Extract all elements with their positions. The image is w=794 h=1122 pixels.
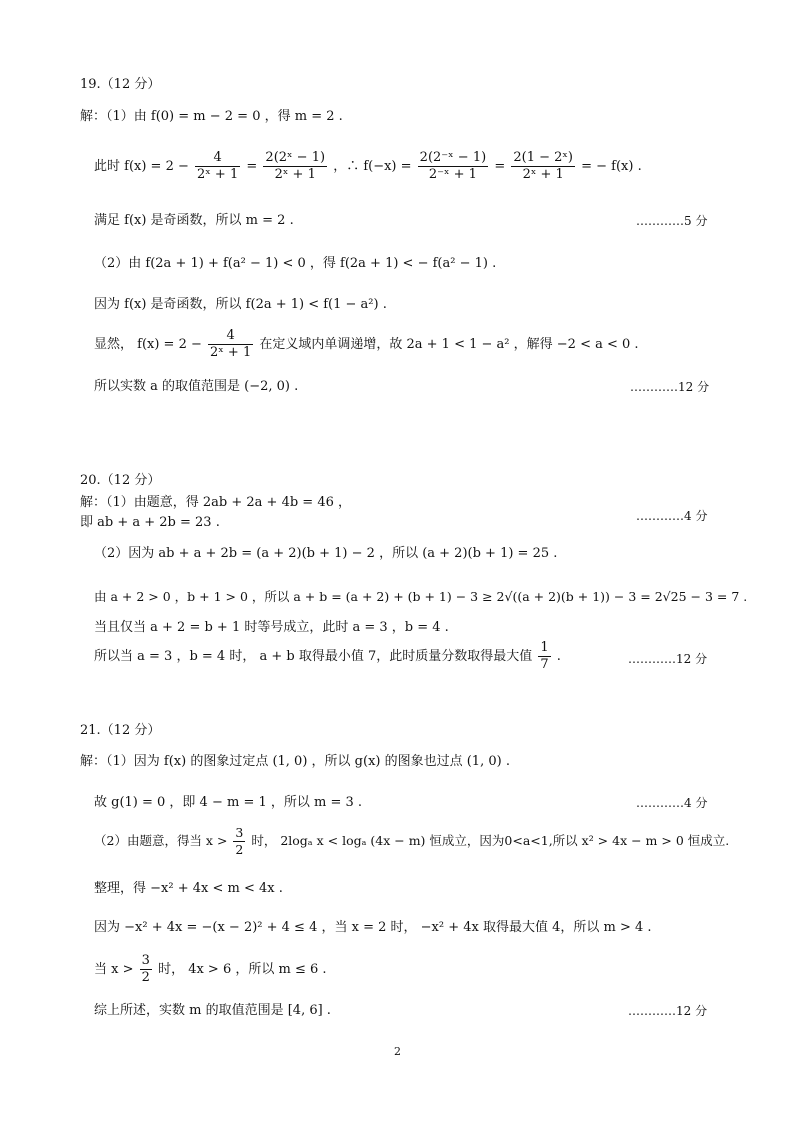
q19-line-2: 此时 f(x) = 2 − $\frac{4}{\text{2ˣ + 1}}$ = $\frac{\text{2(2ˣ − 1)}}{\text{2ˣ + 1}}$ ，∴ f(−x) = $\frac{\text{2(2⁻ˣ − 1)}}{\text{2⁻ˣ + 1}}$ = $\frac{\text{2(1 − 2ˣ)}}{\text{2ˣ + 1}}$ = − f(x) . bbox=[94, 150, 642, 182]
q19-score-12: …………12 分 bbox=[630, 380, 710, 394]
q20-score-4: …………4 分 bbox=[636, 509, 708, 523]
q21-line-3: （2）由题意，得当 x > $\frac{3}{2}$ 时， 2logₐ x < logₐ (4x − m) 恒成立，因为0<a<1,所以 x² > 4x − m > 0 恒成立. bbox=[94, 825, 730, 857]
q21-line-2: 故 g(1) = 0 ，即 4 − m = 1 ，所以 m = 3 . bbox=[94, 795, 363, 810]
fraction: $\frac{1}{7}$ bbox=[540, 640, 549, 672]
page-number: 2 bbox=[394, 1045, 401, 1058]
fraction: $\frac{3}{2}$ bbox=[235, 825, 244, 857]
q19-line-3: 满足 f(x) 是奇函数，所以 m = 2 . bbox=[94, 213, 294, 228]
q21-line-7: 综上所述，实数 m 的取值范围是 [4, 6] . bbox=[94, 1003, 331, 1018]
q21-line-4: 整理，得 −x² + 4x < m < 4x . bbox=[94, 881, 283, 896]
q19-line-6: 显然， f(x) = 2 − $\frac{4}{\text{2ˣ + 1}}$ 在定义域内单调递增，故 2a + 1 < 1 − a² ，解得 −2 < a < 0 . bbox=[94, 328, 639, 360]
q21-score-4: …………4 分 bbox=[636, 796, 708, 810]
q20-line-2: 即 ab + a + 2b = 23 . bbox=[80, 515, 220, 530]
q20-line-4: 由 a + 2 > 0 ，b + 1 > 0 ，所以 a + b = (a + 2) + (b + 1) − 3 ≥ 2√((a + 2)(b + 1)) − 3 = 2√25 − 3 = 7 . bbox=[94, 589, 748, 604]
fraction: $\frac{3}{2}$ bbox=[141, 953, 150, 985]
q20-line-5: 当且仅当 a + 2 = b + 1 时等号成立，此时 a = 3 ，b = 4 . bbox=[94, 620, 449, 635]
q21-header: 21.（12 分） bbox=[80, 723, 161, 738]
q19-line-7: 所以实数 a 的取值范围是 (−2, 0) . bbox=[94, 379, 299, 394]
q20-line-3: （2）因为 ab + a + 2b = (a + 2)(b + 1) − 2 ，所以 (a + 2)(b + 1) = 25 . bbox=[94, 546, 558, 561]
q21-line-6: 当 x > $\frac{3}{2}$ 时， 4x > 6 ，所以 m ≤ 6 . bbox=[94, 953, 327, 985]
q20-line-6: 所以当 a = 3 ，b = 4 时， a + b 取得最小值 7，此时质量分数取得最大值 $\frac{1}{7}$ . bbox=[94, 640, 561, 672]
q19-line-5: 因为 f(x) 是奇函数，所以 f(2a + 1) < f(1 − a²) . bbox=[94, 297, 387, 312]
q19-line-2-pre: 此时 f(x) = 2 − bbox=[94, 159, 189, 174]
q21-score-12: …………12 分 bbox=[628, 1004, 708, 1018]
q19-score-5: …………5 分 bbox=[636, 214, 708, 228]
q21-line-1: 解：（1）因为 f(x) 的图象过定点 (1, 0) ，所以 g(x) 的图象也过点 (1, 0) . bbox=[80, 754, 510, 769]
q20-line-1: 解：（1）由题意，得 2ab + 2a + 4b = 46 ， bbox=[80, 495, 352, 510]
q20-header: 20.（12 分） bbox=[80, 473, 161, 488]
fraction: $\frac{\text{2(1 − 2ˣ)}}{\text{2ˣ + 1}}$ bbox=[513, 150, 573, 182]
q21-line-5: 因为 −x² + 4x = −(x − 2)² + 4 ≤ 4 ，当 x = 2 时， −x² + 4x 取得最大值 4，所以 m > 4 . bbox=[94, 920, 652, 935]
q19-line-4: （2）由 f(2a + 1) + f(a² − 1) < 0 ，得 f(2a + 1) < − f(a² − 1) . bbox=[94, 256, 497, 271]
q19-header: 19.（12 分） bbox=[80, 77, 161, 92]
fraction: $\frac{4}{\text{2ˣ + 1}}$ bbox=[210, 328, 252, 360]
q20-score-12: …………12 分 bbox=[628, 652, 708, 666]
fraction: $\frac{\text{2(2ˣ − 1)}}{\text{2ˣ + 1}}$ bbox=[265, 150, 326, 182]
fraction: $\frac{\text{2(2⁻ˣ − 1)}}{\text{2⁻ˣ + 1}}$ bbox=[419, 150, 487, 182]
fraction: $\frac{4}{\text{2ˣ + 1}}$ bbox=[197, 150, 239, 182]
q19-line-1: 解：（1）由 f(0) = m − 2 = 0 ，得 m = 2 . bbox=[80, 109, 343, 124]
